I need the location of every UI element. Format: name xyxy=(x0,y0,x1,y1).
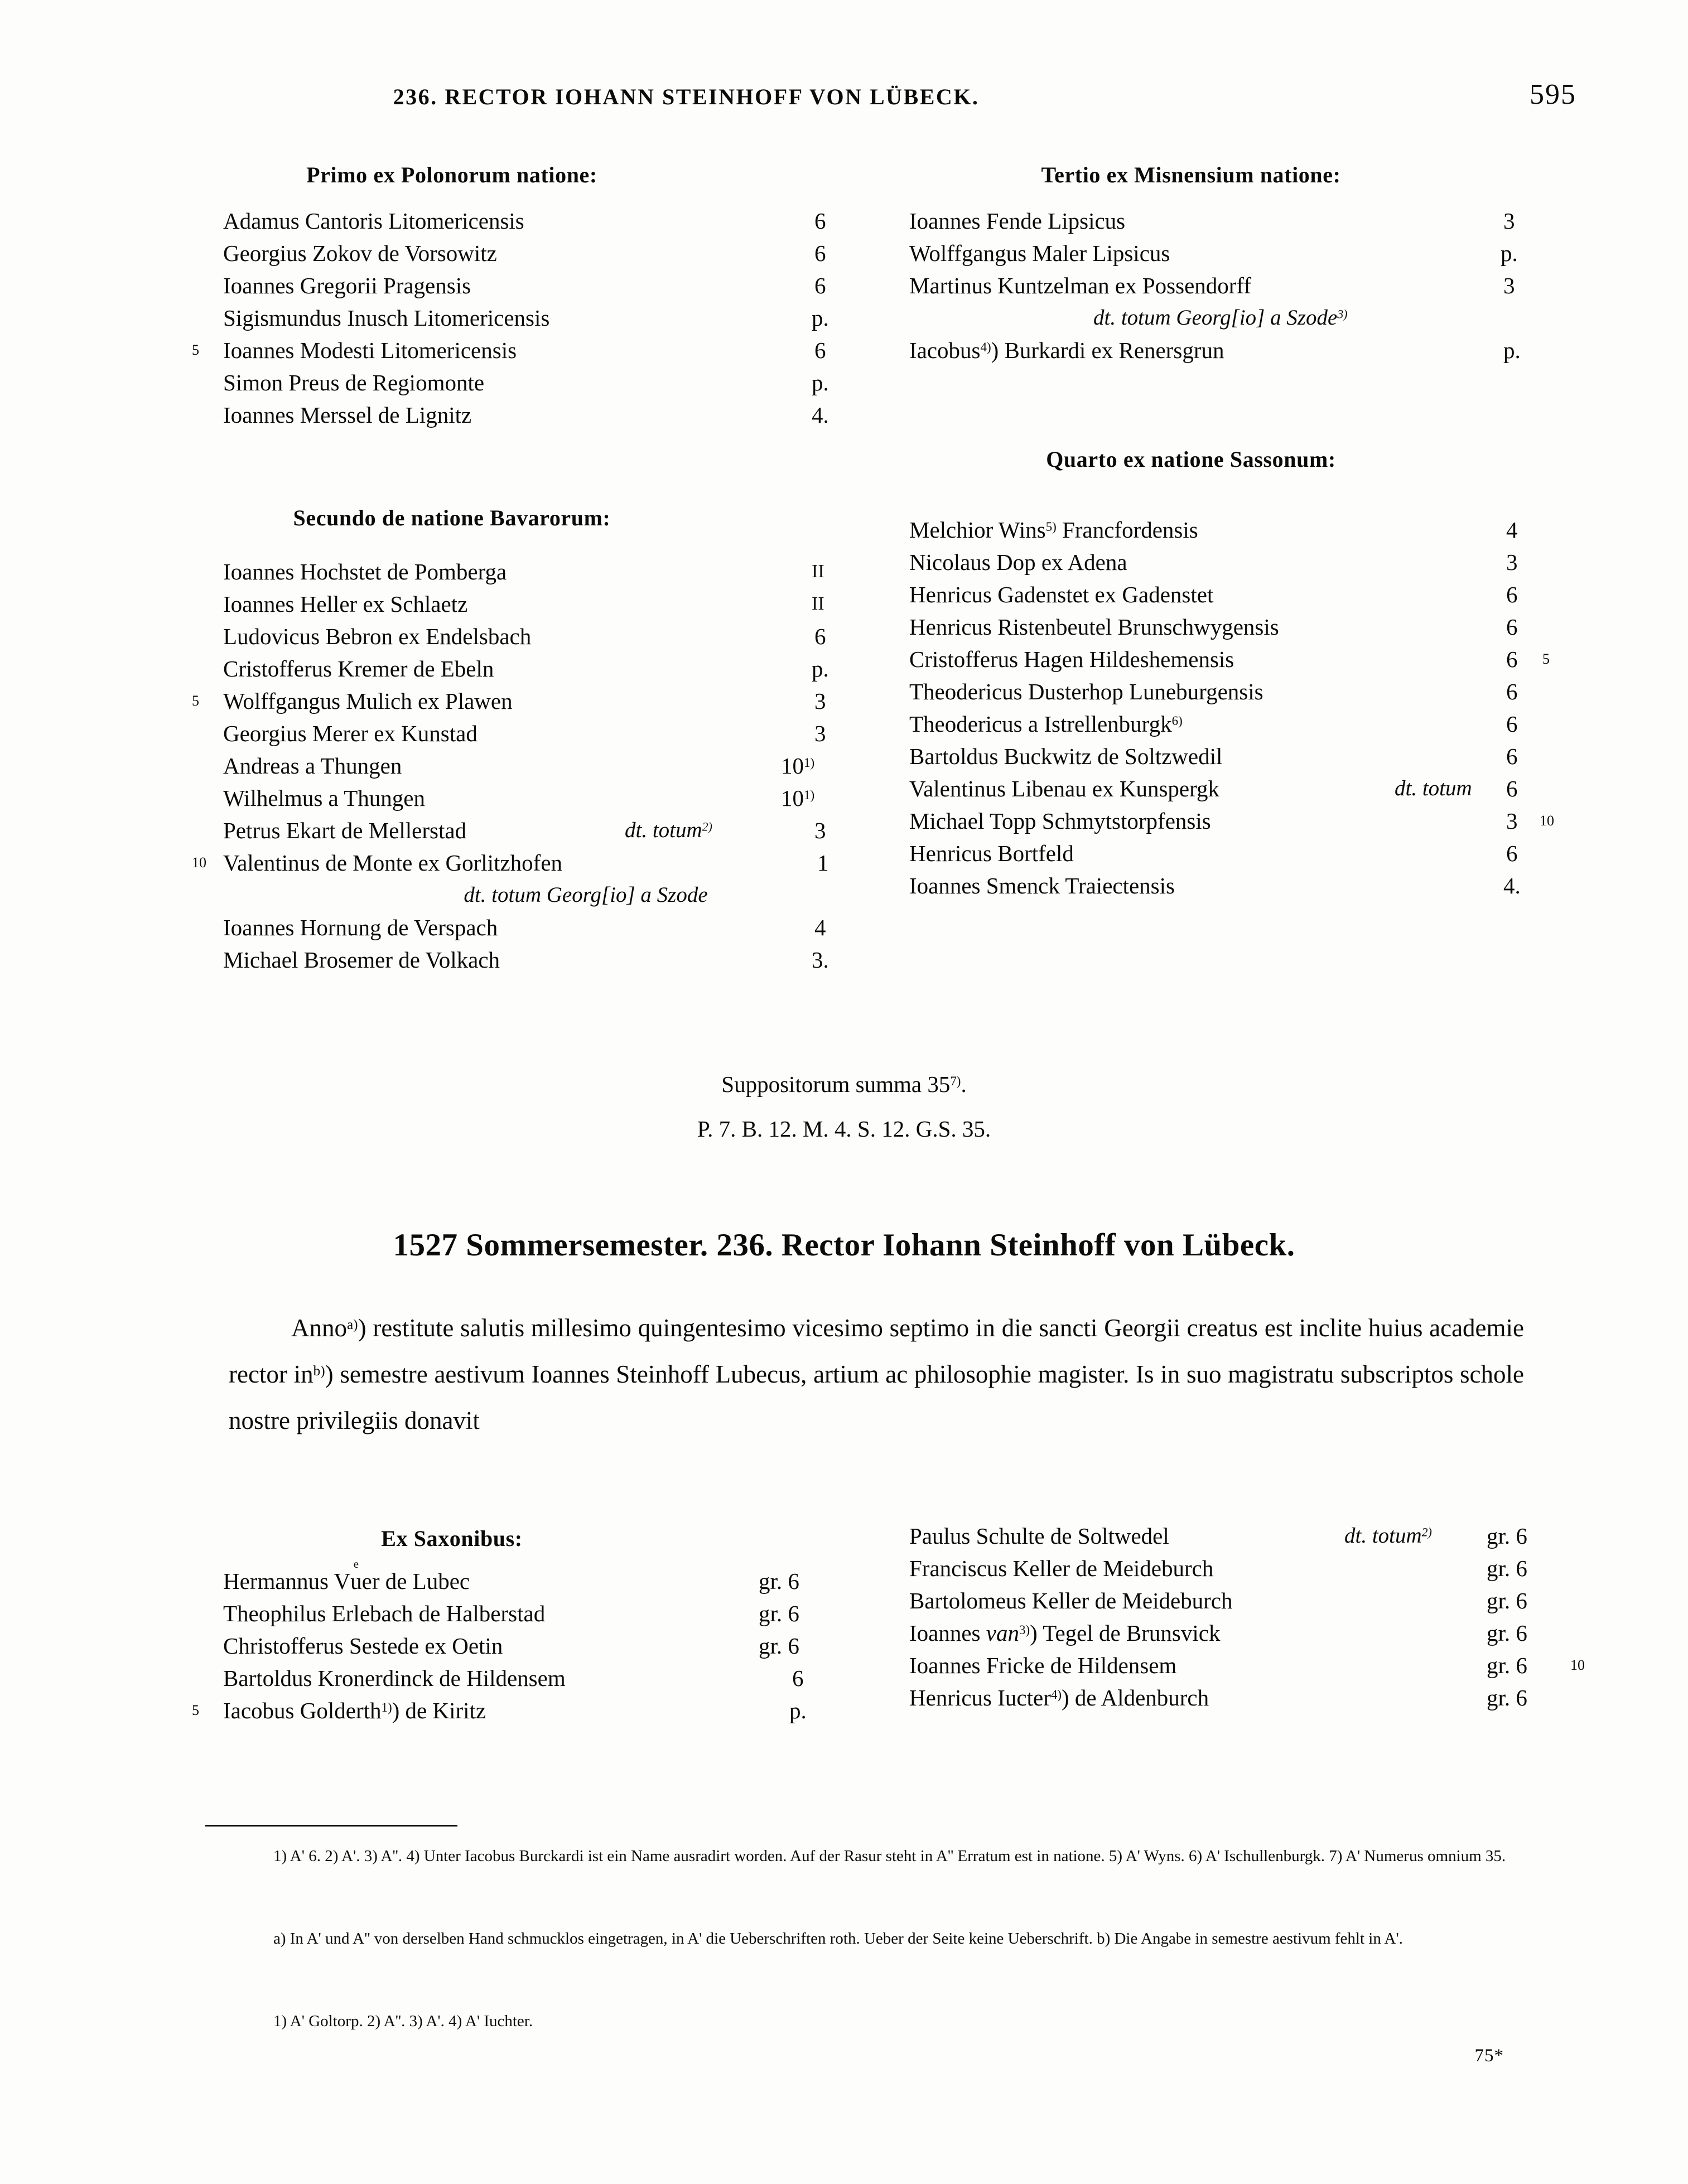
section-bavarorum-rows xyxy=(192,555,848,976)
entry-name: Henricus Ristenbeutel Brunschwygensis xyxy=(909,614,1279,640)
entry-name xyxy=(909,708,1183,740)
entry-row xyxy=(909,643,1579,675)
entry-name: Ioannes Heller ex Schlaetz xyxy=(223,591,468,617)
entry-name xyxy=(223,1694,486,1727)
entry-name: Ioannes Fende Lipsicus xyxy=(909,208,1126,234)
section-bavarorum-heading: Secundo de natione Bavarorum: xyxy=(293,505,611,530)
footnote-rule xyxy=(205,1825,457,1827)
entry-value: gr. 6 xyxy=(759,1568,799,1594)
entry-name: Wolffgangus Maler Lipsicus xyxy=(909,240,1170,266)
summary-period: . xyxy=(961,1071,967,1097)
entry-row xyxy=(223,653,848,685)
entry-note-text: dt. totum xyxy=(1344,1524,1422,1548)
entry-name: Ioannes Hochstet de Pomberga xyxy=(223,559,507,584)
section-main-heading: 1527 Sommersemester. 236. Rector Iohann Steinhoff von Lübeck. xyxy=(393,1228,1295,1263)
line-number: 5 xyxy=(1542,651,1550,667)
entry-name: Theodericus Dusterhop Luneburgensis xyxy=(909,679,1263,704)
entry-row xyxy=(909,1617,1607,1649)
signature-mark: 75* xyxy=(1474,2046,1504,2066)
entry-value: 4. xyxy=(812,402,829,428)
section-misnensium-rows xyxy=(909,205,1579,366)
line-number: 5 xyxy=(192,693,199,709)
section-sassonum-heading: Quarto ex natione Sassonum: xyxy=(1046,447,1336,472)
line-number: 5 xyxy=(192,342,199,358)
interline-note xyxy=(909,302,1579,334)
entry-value: 3 xyxy=(1506,808,1518,834)
entry-name-pre: Ioannes xyxy=(909,1620,986,1646)
line-number: 10 xyxy=(1540,813,1554,829)
entry-row xyxy=(909,837,1579,869)
entry-value: 6 xyxy=(792,1665,804,1691)
footnote-marker: 2) xyxy=(702,820,712,834)
entry-name: Paulus Schulte de Soltwedel xyxy=(909,1523,1169,1549)
section-bavarorum xyxy=(192,505,848,976)
entry-row xyxy=(223,1558,848,1597)
entry-value: 3 xyxy=(1503,273,1515,298)
entry-name: Theophilus Erlebach de Halberstad xyxy=(223,1601,546,1626)
footnote-group-alpha xyxy=(218,1923,1506,1955)
entry-row xyxy=(223,1662,848,1694)
entry-row xyxy=(909,611,1579,643)
entry-value: 3 xyxy=(1503,208,1515,234)
line-number: 5 xyxy=(192,1702,199,1718)
entry-row xyxy=(909,708,1579,740)
entry-row xyxy=(223,205,848,237)
entry-name: Adamus Cantoris Litomericensis xyxy=(223,208,524,234)
entry-value: 6 xyxy=(1506,582,1518,607)
entry-row xyxy=(223,555,848,588)
running-head-title: 236. RECTOR IOHANN STEINHOFF VON LÜBECK. xyxy=(393,84,980,109)
entry-value xyxy=(781,750,814,782)
entry-name: Wolffgangus Mulich ex Plawen xyxy=(223,688,513,714)
entry-name: Ludovicus Bebron ex Endelsbach xyxy=(223,624,532,649)
entry-value: p. xyxy=(1503,337,1521,363)
running-head xyxy=(0,79,1688,117)
entry-name xyxy=(909,1682,1209,1714)
footnote-text: 1) A' Goltorp. 2) A''. 3) A'. 4) A' Iuchter. xyxy=(273,2012,533,2030)
page-number: 595 xyxy=(1530,79,1576,110)
footnote-marker: 1) xyxy=(804,756,815,770)
u-base: u xyxy=(350,1568,362,1594)
entry-value: gr. 6 xyxy=(759,1601,799,1626)
section-sassonum-rows xyxy=(909,514,1579,902)
footnote-marker: 1) xyxy=(381,1700,392,1715)
entry-row xyxy=(909,237,1579,269)
entry-row xyxy=(223,366,848,399)
entry-name-rest: ) de Kiritz xyxy=(392,1698,486,1723)
entry-note: dt. totum xyxy=(1395,776,1472,800)
entry-name xyxy=(223,1558,470,1597)
entry-name-text: Iacobus Golderth xyxy=(223,1698,382,1723)
entry-value: 4. xyxy=(1503,873,1521,898)
section-misnensium xyxy=(909,162,1579,366)
entry-value: 6 xyxy=(1506,646,1518,672)
entry-name: Georgius Zokov de Vorsowitz xyxy=(223,240,497,266)
entry-value: 6 xyxy=(814,273,826,298)
entry-value: gr. 6 xyxy=(1487,1523,1527,1549)
entry-row xyxy=(909,740,1579,772)
entry-value: 3 xyxy=(814,818,826,843)
entry-row xyxy=(223,1630,848,1662)
entry-name: Andreas a Thungen xyxy=(223,753,402,779)
entry-name: Ioannes Gregorii Pragensis xyxy=(223,273,471,298)
footnote-marker: 5) xyxy=(1045,520,1057,534)
entry-name-rest: ) Burkardi ex Renersgrun xyxy=(991,337,1224,363)
footnote-marker: 2) xyxy=(1421,1525,1432,1539)
entry-name: Valentinus Libenau ex Kunspergk xyxy=(909,776,1220,801)
entry-name: Ioannes Hornung de Verspach xyxy=(223,915,498,940)
entry-note xyxy=(1344,1520,1432,1552)
entry-row xyxy=(909,1682,1607,1714)
entry-row xyxy=(909,546,1579,578)
entry-value: 3 xyxy=(814,721,826,746)
paragraph-seg-3: ) semestre aestivum Ioannes Steinhoff Lubecus, artium ac philosophie magister. Is in suo magistratu subscriptos schole nostre privilegiis donavit xyxy=(229,1360,1524,1434)
entry-row xyxy=(909,1520,1607,1552)
entry-row xyxy=(909,205,1579,237)
entry-name xyxy=(909,514,1198,546)
entry-name: Sigismundus Inusch Litomericensis xyxy=(223,305,550,331)
entry-value-number: 10 xyxy=(781,753,804,779)
entry-row xyxy=(909,334,1579,366)
entry-value: p. xyxy=(812,305,829,331)
entry-row xyxy=(192,334,848,366)
entry-name-post: ) Tegel de Brunsvick xyxy=(1030,1620,1221,1646)
entry-name: Ioannes Merssel de Lignitz xyxy=(223,402,472,428)
entry-value: 3. xyxy=(812,947,829,973)
entry-name xyxy=(909,334,1224,366)
entry-name: Michael Brosemer de Volkach xyxy=(223,947,500,973)
entry-value: 6 xyxy=(814,337,826,363)
entry-value: p. xyxy=(789,1698,807,1723)
entry-row xyxy=(909,514,1579,546)
section-misnensium-heading: Tertio ex Misnensium natione: xyxy=(1041,162,1341,187)
entry-value: 3 xyxy=(1506,549,1518,575)
entry-value: 6 xyxy=(1506,840,1518,866)
section-polonorum-heading: Primo ex Polonorum natione: xyxy=(306,162,597,187)
section-saxonibus-right xyxy=(909,1520,1607,1714)
entry-name: Martinus Kuntzelman ex Possendorff xyxy=(909,273,1251,298)
footnote-marker: 7) xyxy=(950,1074,961,1089)
entry-value: 6 xyxy=(1506,679,1518,704)
interline-note-text: dt. totum Georg[io] a Szode xyxy=(1093,306,1338,330)
entry-name: Cristofferus Kremer de Ebeln xyxy=(223,656,494,682)
entry-name xyxy=(909,1617,1220,1649)
entry-row xyxy=(909,578,1579,611)
entry-name-text: Iacobus xyxy=(909,337,981,363)
paragraph-seg-1: Anno xyxy=(291,1314,347,1342)
entry-name: Valentinus de Monte ex Gorlitzhofen xyxy=(223,850,563,876)
section-saxonibus-left xyxy=(192,1525,848,1727)
footnote-marker: 1) xyxy=(804,788,815,803)
entry-row xyxy=(223,944,848,976)
entry-row xyxy=(223,588,848,620)
entry-value: II xyxy=(812,561,824,582)
paragraph-seg-2: ) restitute salutis millesimo quingentesimo vicesimo septimo in die sancti Georgii creatus est inclite huius academie rector in xyxy=(229,1314,1524,1388)
summary-label: Suppositorum summa 35 xyxy=(721,1071,951,1097)
entry-name-italic: van xyxy=(986,1620,1019,1646)
entry-name: Bartoldus Kronerdinck de Hildensem xyxy=(223,1665,566,1691)
entry-value: gr. 6 xyxy=(1487,1685,1527,1711)
entry-value-number: 10 xyxy=(781,785,804,811)
entry-name: Bartolomeus Keller de Meideburch xyxy=(909,1588,1233,1613)
footnote-marker: b) xyxy=(313,1363,325,1379)
footnote-marker: 4) xyxy=(1050,1688,1062,1702)
entry-value: 6 xyxy=(1506,743,1518,769)
entry-row xyxy=(909,1584,1607,1617)
entry-value: 6 xyxy=(1506,614,1518,640)
entry-row xyxy=(223,1597,848,1630)
entry-row xyxy=(223,269,848,302)
entry-value: 4 xyxy=(814,915,826,940)
entry-value: gr. 6 xyxy=(1487,1653,1527,1678)
entry-row xyxy=(192,847,848,879)
footnote-group-numeric-1 xyxy=(218,1840,1506,1872)
entry-name: Michael Topp Schmytstorpfensis xyxy=(909,808,1211,834)
footnote-marker: a) xyxy=(347,1317,358,1332)
entry-name: Wilhelmus a Thungen xyxy=(223,785,425,811)
entry-name: Cristofferus Hagen Hildeshemensis xyxy=(909,646,1234,672)
section-saxonibus-heading: Ex Saxonibus: xyxy=(381,1526,523,1551)
entry-value: p. xyxy=(812,656,829,682)
entry-name: Bartoldus Buckwitz de Soltzwedil xyxy=(909,743,1223,769)
entry-value: gr. 6 xyxy=(1487,1588,1527,1613)
entry-value: 4 xyxy=(1506,517,1518,543)
entry-row xyxy=(192,1694,848,1727)
entry-value: 6 xyxy=(814,240,826,266)
entry-name-text: Theodericus a Istrellenburgk xyxy=(909,711,1172,737)
entry-value xyxy=(781,782,814,814)
suppositorum-summary xyxy=(0,1071,1688,1098)
entry-name: Ioannes Modesti Litomericensis xyxy=(223,337,517,363)
entry-name: Simon Preus de Regiomonte xyxy=(223,370,485,395)
line-number: 10 xyxy=(192,854,206,871)
nation-totals: P. 7. B. 12. M. 4. S. 12. G.S. 35. xyxy=(697,1116,991,1142)
footnote-marker: 6) xyxy=(1171,714,1183,728)
entry-value: II xyxy=(812,593,824,614)
entry-note xyxy=(625,814,712,847)
entry-value: gr. 6 xyxy=(1487,1555,1527,1581)
footnote-group-numeric-2 xyxy=(218,2006,1506,2037)
u-with-superscript-e xyxy=(350,1558,362,1597)
line-number: 10 xyxy=(1570,1657,1585,1673)
entry-row xyxy=(223,620,848,653)
entry-name: Franciscus Keller de Meideburch xyxy=(909,1555,1214,1581)
entry-name: Nicolaus Dop ex Adena xyxy=(909,549,1127,575)
entry-name-text: Henricus Iucter xyxy=(909,1685,1051,1711)
entry-row xyxy=(223,237,848,269)
entry-name-text: Melchior Wins xyxy=(909,517,1046,543)
entry-row xyxy=(223,302,848,334)
entry-row xyxy=(223,399,848,431)
entry-value: gr. 6 xyxy=(1487,1620,1527,1646)
entry-value: 6 xyxy=(1506,776,1518,801)
entry-name: Petrus Ekart de Mellerstad xyxy=(223,818,467,843)
entry-value: p. xyxy=(1501,240,1518,266)
entry-row xyxy=(909,269,1579,302)
entry-name: Ioannes Smenck Traiectensis xyxy=(909,873,1175,898)
footnote-text: a) In A' und A'' von derselben Hand schmucklos eingetragen, in A' die Ueberschriften roth. Ueber der Seite keine Ueberschrift. b) Die Angabe in semestre aestivum fehlt in A'. xyxy=(273,1930,1403,1948)
entry-note-text: dt. totum xyxy=(625,818,702,842)
section-saxonibus-left-rows xyxy=(192,1558,848,1727)
entry-name: Ioannes Fricke de Hildensem xyxy=(909,1653,1177,1678)
entry-value: 6 xyxy=(814,208,826,234)
entry-row xyxy=(223,782,848,814)
entry-row xyxy=(223,911,848,944)
entry-name-post: er de Lubec xyxy=(361,1568,470,1594)
entry-row xyxy=(909,869,1579,902)
entry-row xyxy=(223,717,848,750)
footnote-marker: 3) xyxy=(1337,307,1348,321)
entry-value: 1 xyxy=(817,850,829,876)
rector-paragraph xyxy=(229,1305,1524,1444)
entry-row xyxy=(909,675,1579,708)
interline-note: dt. totum Georg[io] a Szode xyxy=(464,883,708,907)
entry-name: Henricus Bortfeld xyxy=(909,840,1074,866)
superscript-e: e xyxy=(353,1558,359,1571)
footnote-text: 1) A' 6. 2) A'. 3) A''. 4) Unter Iacobus Burckardi ist ein Name ausradirt worden. Auf der Rasur steht in A'' Erratum est in natione. 5) A' Wyns. 6) A' Ischullenburgk. 7) A' Numerus omnium 35. xyxy=(273,1847,1506,1865)
entry-row xyxy=(223,814,848,847)
section-polonorum xyxy=(192,162,848,431)
entry-name-rest: ) de Aldenburch xyxy=(1061,1685,1209,1711)
entry-value: 6 xyxy=(814,624,826,649)
section-polonorum-rows xyxy=(192,205,848,431)
entry-value: gr. 6 xyxy=(759,1633,799,1659)
entry-name: Henricus Gadenstet ex Gadenstet xyxy=(909,582,1214,607)
entry-name: Georgius Merer ex Kunstad xyxy=(223,721,478,746)
entry-row xyxy=(909,1552,1607,1584)
footnote-marker: 4) xyxy=(980,340,991,355)
entry-row xyxy=(909,1649,1607,1682)
entry-row xyxy=(909,772,1579,805)
entry-name-pre: Hermannus V xyxy=(223,1568,351,1594)
entry-row xyxy=(192,685,848,717)
entry-row xyxy=(909,805,1579,837)
entry-value: p. xyxy=(812,370,829,395)
section-sassonum xyxy=(909,446,1579,902)
entry-name-rest: Francfordensis xyxy=(1062,517,1198,543)
entry-row xyxy=(223,750,848,782)
entry-name: Christofferus Sestede ex Oetin xyxy=(223,1633,503,1659)
entry-value: 6 xyxy=(1506,711,1518,737)
section-saxonibus-right-rows xyxy=(909,1520,1607,1714)
footnote-marker: 3) xyxy=(1019,1623,1030,1637)
entry-value: 3 xyxy=(814,688,826,714)
